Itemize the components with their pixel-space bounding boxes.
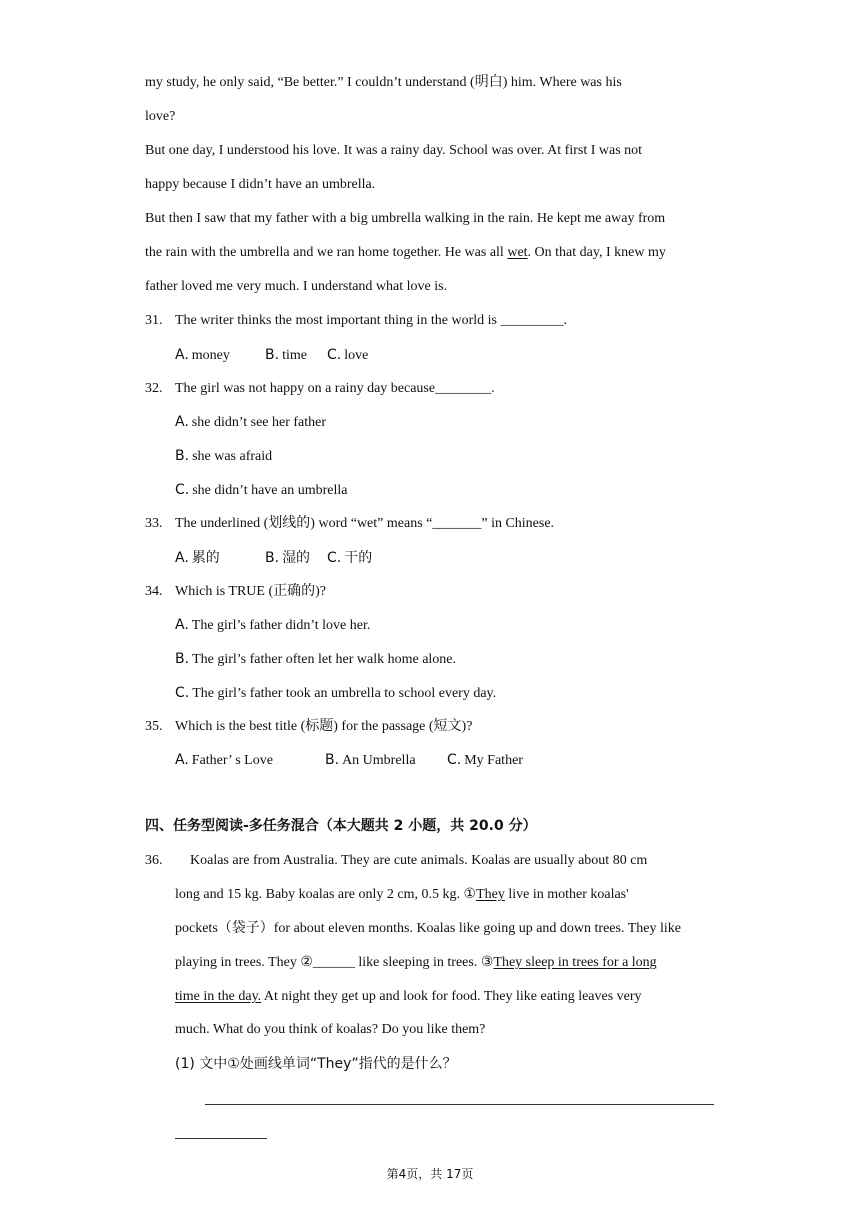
passage-line	[175, 988, 642, 1006]
option-a[interactable]: A. The girl’s father didn’t love her.	[175, 617, 371, 633]
sub-question-1: (1) 文中①处画线单词“They”指代的是什么？	[175, 1056, 457, 1072]
option-c[interactable]: C. love	[327, 347, 369, 363]
option-a[interactable]: A. she didn’t see her father	[175, 414, 327, 430]
option-b[interactable]: B. An Umbrella	[325, 752, 416, 768]
question-32	[145, 380, 495, 398]
text-segment: live in mother koalas'	[504, 887, 629, 902]
question-31-options	[175, 346, 368, 365]
passage-line: But then I saw that my father with a big umbrella walking in the rain. He kept me away from	[145, 211, 666, 226]
underlined-word: wet	[507, 245, 528, 260]
question-text: Which is TRUE (正确的)?	[175, 584, 326, 599]
question-31	[145, 312, 567, 330]
option-b[interactable]: B. 湿的	[265, 550, 311, 566]
question-34	[145, 583, 326, 601]
page-footer: 第4页，共 17页	[386, 1167, 474, 1181]
option-b[interactable]: B. The girl’s father often let her walk home alone.	[175, 651, 457, 667]
passage-line: Koalas are from Australia. They are cute animals. Koalas are usually about 80 cm	[190, 853, 648, 868]
option-c[interactable]: C. she didn’t have an umbrella	[175, 482, 348, 498]
option-c[interactable]: C. 干的	[327, 550, 373, 566]
passage-line	[175, 954, 657, 972]
option-c[interactable]: C. My Father	[447, 752, 523, 768]
question-number: 36.	[145, 853, 163, 868]
question-text: The underlined (划线的) word “wet” means “_______” in Chinese.	[175, 516, 555, 531]
passage-line: my study, he only said, “Be better.” I couldn’t understand (明白) him. Where was his	[145, 75, 622, 90]
question-number: 31.	[145, 313, 163, 328]
question-number: 34.	[145, 584, 163, 599]
underlined-sentence: They sleep in trees for a long	[493, 955, 657, 970]
option-c[interactable]: C. The girl’s father took an umbrella to school every day.	[175, 685, 497, 701]
option-a[interactable]: A. Father’ s Love	[175, 752, 273, 768]
text-segment: At night they get up and look for food. They like eating leaves very	[261, 989, 642, 1004]
question-text: The girl was not happy on a rainy day because________.	[175, 381, 495, 396]
question-number: 35.	[145, 719, 163, 734]
question-33-options	[175, 549, 372, 568]
section-heading: 四、任务型阅读-多任务混合（本大题共 2 小题，共 20.0 分）	[145, 818, 537, 834]
question-number: 32.	[145, 381, 163, 396]
underlined-word: They	[476, 887, 505, 902]
option-b[interactable]: B. time	[265, 347, 307, 363]
option-a[interactable]: A. 累的	[175, 550, 220, 566]
question-36	[145, 852, 647, 870]
passage-line	[175, 886, 629, 904]
question-number: 33.	[145, 516, 163, 531]
question-33	[145, 515, 554, 533]
passage-line: father loved me very much. I understand what love is.	[145, 279, 448, 294]
passage-line: love?	[145, 109, 176, 124]
option-a[interactable]: A. money	[175, 347, 230, 363]
text-segment: . On that day, I knew my	[527, 245, 666, 260]
passage-line: much. What do you think of koalas? Do you like them?	[175, 1022, 486, 1037]
passage-line: happy because I didn’t have an umbrella.	[145, 177, 376, 192]
passage-line: pockets（袋子）for about eleven months. Koalas like going up and down trees. They like	[175, 921, 681, 936]
question-35	[145, 718, 472, 736]
question-text: The writer thinks the most important thing in the world is _________.	[175, 313, 567, 328]
question-text: Which is the best title (标题) for the passage (短文)?	[175, 719, 473, 734]
text-segment: playing in trees. They ②______ like sleeping in trees. ③	[175, 955, 494, 970]
text-segment: the rain with the umbrella and we ran home together. He was all	[145, 245, 508, 260]
answer-line[interactable]	[205, 1104, 714, 1105]
underlined-sentence: time in the day.	[175, 989, 262, 1004]
passage-line: But one day, I understood his love. It was a rainy day. School was over. At first I was not	[145, 143, 643, 158]
answer-line[interactable]	[175, 1138, 267, 1139]
option-b[interactable]: B. she was afraid	[175, 448, 273, 464]
text-segment: long and 15 kg. Baby koalas are only 2 cm, 0.5 kg. ①	[175, 887, 477, 902]
question-35-options	[175, 751, 523, 770]
passage-line	[145, 244, 666, 262]
